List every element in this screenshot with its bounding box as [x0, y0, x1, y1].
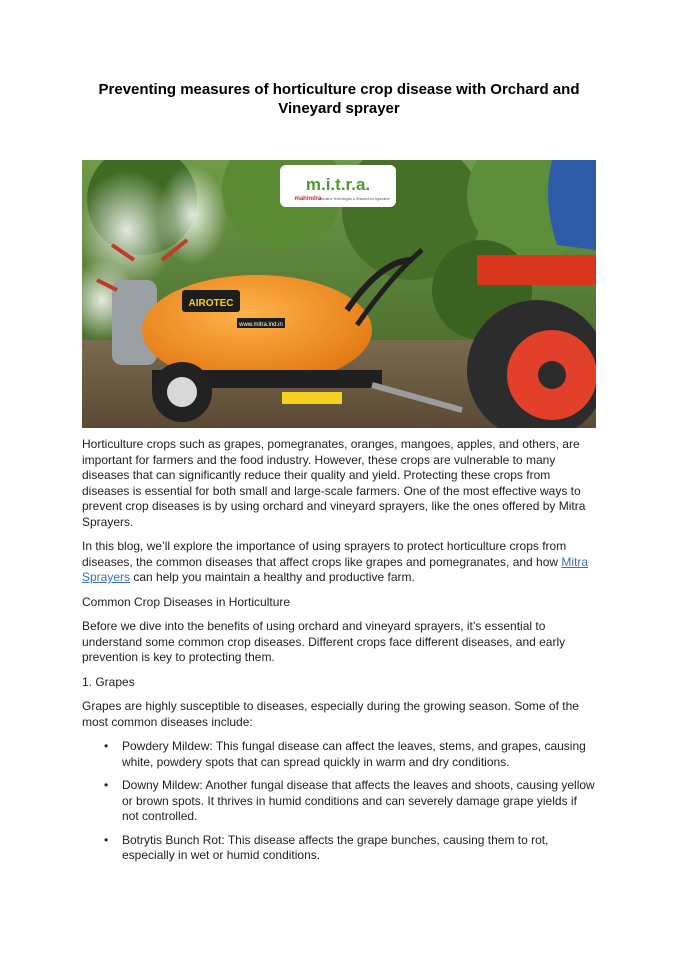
grapes-paragraph: Grapes are highly susceptible to diseases, especially during the growing season. Some of the most common diseases include: [82, 699, 579, 729]
list-item-text: Powdery Mildew: This fungal disease can affect the leaves, stems, and grapes, causing white, powdery spots that can spread quickly in warm and dry conditions. [122, 739, 586, 769]
tractor-hood [477, 255, 596, 285]
machine-label: AIROTEC [188, 298, 234, 309]
list-item [104, 778, 596, 825]
diseases-intro-paragraph: Before we dive into the benefits of using orchard and vineyard sprayers, it’s essential to understand some common crop diseases. Different crops face different diseases, and early prevention is key to protecting them. [82, 619, 566, 664]
orchard-sprayer-photo [82, 160, 596, 428]
list-item [104, 739, 596, 770]
bullet-icon: • [104, 739, 109, 753]
tractor-hub [538, 361, 566, 389]
list-item-text: Downy Mildew: Another fungal disease that affects the leaves and shoots, causing yellow or brown spots. It thrives in humid conditions and can severely damage grape yields if not controlled. [122, 778, 595, 823]
wheel-hub [167, 377, 197, 407]
spray-mist [157, 165, 227, 265]
article-body [82, 437, 596, 872]
list-item-text: Botrytis Bunch Rot: This disease affects the grape bunches, causing them to rot, especially in wet or humid conditions. [122, 832, 549, 862]
intro-paragraph: Horticulture crops such as grapes, pomegranates, oranges, mangoes, apples, and others, are important for farmers and the food industry. However, these crops are vulnerable to many diseases that can significantly reduce their quality and yield. Protecting these crops from diseases is essential for both small and large-scale farmers. One of the most effective ways to prevent crop diseases is by using orchard and vineyard sprayers, like the ones offered by Mitra Sprayers. [82, 437, 586, 529]
overview-text-end: can help you maintain a healthy and productive farm. [130, 570, 415, 584]
logo-brand: mahindra [294, 196, 322, 202]
operator [548, 160, 596, 250]
grape-disease-list [82, 739, 596, 864]
overview-text-start: In this blog, we’ll explore the importance of using sprayers to protect horticulture crops from diseases, the common diseases that affect crops like grapes and pomegranates, and how [82, 539, 567, 569]
bullet-icon: • [104, 778, 109, 792]
hero-image [82, 160, 596, 428]
logo-text: m.i.t.r.a. [305, 175, 371, 194]
grapes-subheading: 1. Grapes [82, 674, 135, 689]
list-item [104, 832, 596, 864]
document-title: Preventing measures of horticulture crop disease with Orchard and Vineyard sprayer [98, 81, 580, 117]
machine-site: www.mitra.ind.in [239, 322, 283, 328]
blog-overview-paragraph [82, 539, 596, 586]
chassis-plate [282, 392, 342, 404]
bullet-icon: • [104, 832, 109, 847]
section-heading: Common Crop Diseases in Horticulture [82, 594, 291, 609]
logo-tagline: Innovative Technologies & Research for Agriculture [317, 197, 391, 201]
mitra-sprayers-link[interactable]: Mitra Sprayers [82, 554, 589, 584]
